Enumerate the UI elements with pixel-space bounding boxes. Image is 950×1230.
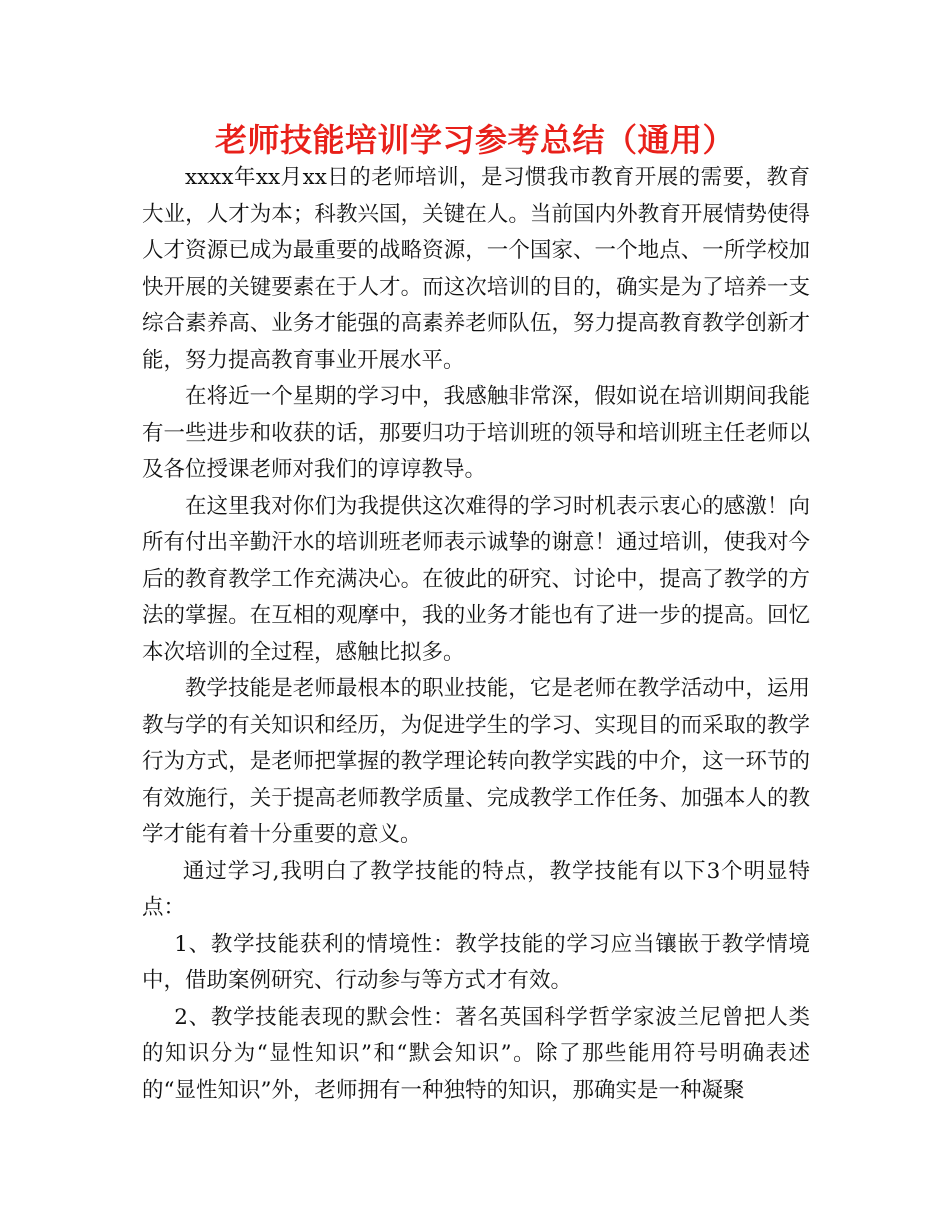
paragraph-gratitude: 在这里我对你们为我提供这次难得的学习时机表示衷心的感激！向所有付出辛勤汗水的培训班老师表示诚挚的谢意！通过培训，使我对今后的教育教学工作充满决心。在彼此的研究、讨论中，提高了教学的方法的掌握。在互相的观摩中，我的业务才能也有了进一步的提高。回忆本次培训的全过程，感触比拟多。 bbox=[142, 493, 810, 665]
paragraph-training-purpose: xxxx年xx月xx日的老师培训，是习惯我市教育开展的需要，教育大业，人才为本；科教兴国，关键在人。当前国内外教育开展情势使得人才资源已成为最重要的战略资源，一个国家、一个地点、一所学校加快开展的关键要素在于人才。而这次培训的目的，确实是为了培养一支综合素养高、业务才能强的高素养老师队伍，努力提高教育教学创新才能，努力提高教育事业开展水平。 bbox=[142, 165, 810, 373]
document-title: 老师技能培训学习参考总结（通用） bbox=[214, 121, 735, 159]
paragraph-learning-feelings: 在将近一个星期的学习中，我感触非常深，假如说在培训期间我能有一些进步和收获的话，那要归功于培训班的领导和培训班主任老师以及各位授课老师对我们的谆谆教导。 bbox=[142, 384, 810, 482]
paragraph-feature-2: 2、教学技能表现的默会性：著名英国科学哲学家波兰尼曾把人类的知识分为“显性知识”和“默会知识”。除了那些能用符号明确表述的“显性知识”外，老师拥有一种独特的知识，那确实是一种凝聚 bbox=[142, 1004, 810, 1103]
paragraph-skill-features-intro: 通过学习,我明白了教学技能的特点，教学技能有以下3个明显特点： bbox=[142, 858, 810, 920]
document-body bbox=[142, 160, 810, 1109]
paragraph-feature-1: 1、教学技能获利的情境性：教学技能的学习应当镶嵌于教学情境中，借助案例研究、行动参与等方式才有效。 bbox=[142, 931, 810, 993]
paragraph-teaching-skills: 教学技能是老师最根本的职业技能，它是老师在教学活动中，运用教与学的有关知识和经历，为促进学生的学习、实现目的而采取的教学行为方式，是老师把掌握的教学理论转向教学实践的中介，这一环节的有效施行，关于提高老师教学质量、完成教学工作任务、加强本人的教学才能有着十分重要的意义。 bbox=[142, 676, 810, 847]
